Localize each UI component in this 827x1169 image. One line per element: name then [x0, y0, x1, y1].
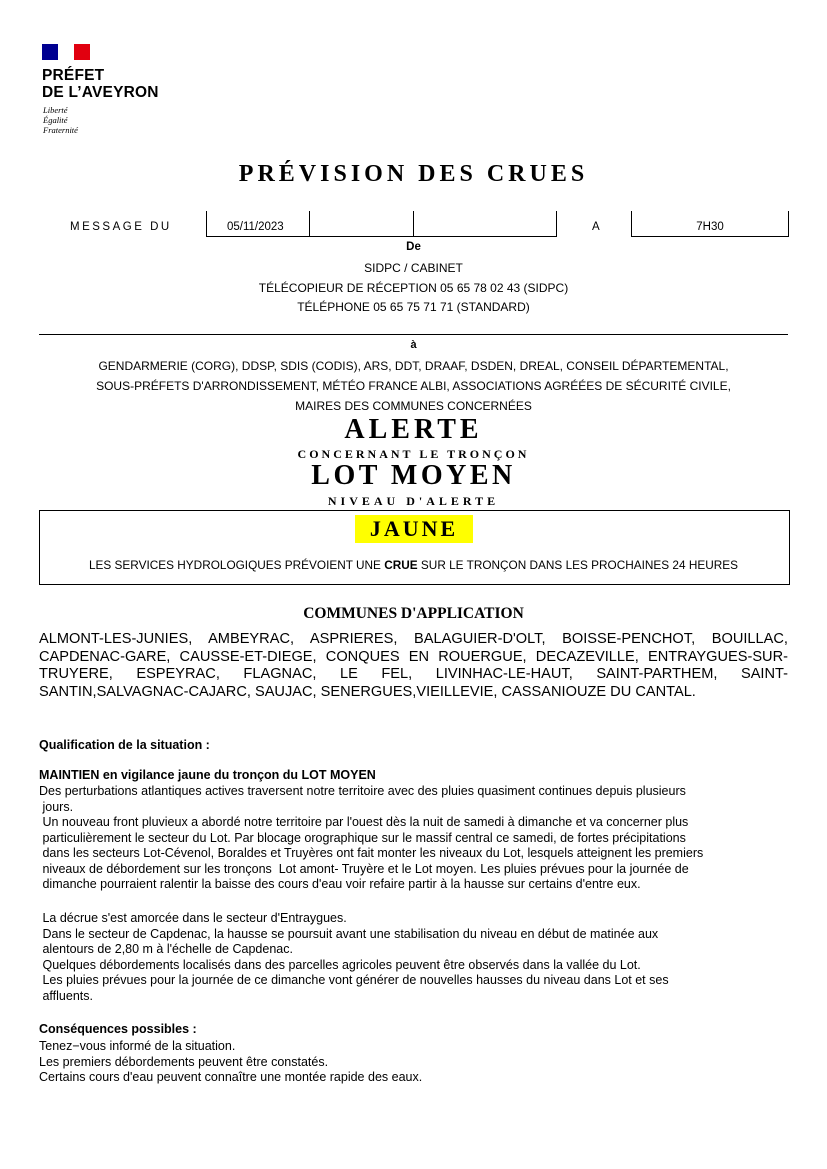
message-time: 7H30: [696, 221, 724, 233]
from-label: De: [406, 241, 421, 253]
to-line: GENDARMERIE (CORG), DDSP, SDIS (CODIS), ARS, DDT, DRAAF, DSDEN, DREAL, CONSEIL DÉPARTEMENTAL,: [98, 359, 729, 373]
text-line: Les pluies prévues pour la journée de ce dimanche vont générer de nouvelles hausses du niveau dans Lot et ses: [39, 973, 669, 987]
text-line: Un nouveau front pluvieux a abordé notre territoire par l'ouest dès la nuit de samedi à dimanche et va concerner plus: [39, 815, 689, 829]
qualification-title: Qualification de la situation :: [39, 738, 210, 752]
text-line: particulièrement le secteur du Lot. Par blocage orographique sur le massif central ce samedi, de fortes précipitations: [39, 830, 686, 845]
alert-troncon: LOT MOYEN: [311, 460, 516, 491]
page-title: PRÉVISION DES CRUES: [238, 161, 589, 187]
prefet-title: [42, 67, 159, 101]
flag-red-band: [74, 44, 90, 60]
text-line: niveaux de débordement sur les tronçons Lot amont- Truyère et le Lot moyen. Les pluies prévues pour la journée de: [39, 861, 689, 876]
message-label: MESSAGE DU: [70, 221, 172, 233]
to-label: à: [410, 339, 417, 351]
text-line: dimanche pourraient ralentir la baisse des cours d'eau voir refaire partir à la hausse sur certains d'entre eux.: [39, 877, 641, 891]
alert-statement-pre: LES SERVICES HYDROLOGIQUES PRÉVOIENT UNE: [88, 558, 385, 572]
divider: [413, 211, 414, 237]
message-a-label: A: [592, 221, 600, 233]
consequences-list: [39, 1039, 774, 1086]
alert-statement: [0, 558, 827, 572]
qualification-paragraph-1: [39, 784, 774, 893]
text-line: Tenez−vous informé de la situation.: [39, 1039, 236, 1053]
devise: [43, 105, 78, 135]
to-line: SOUS-PRÉFETS D'ARRONDISSEMENT, MÉTÉO FRANCE ALBI, ASSOCIATIONS AGRÉÉES DE SÉCURITÉ CIVILE,: [96, 379, 731, 393]
from-line: TÉLÉCOPIEUR DE RÉCEPTION 05 65 78 02 43 (SIDPC): [258, 281, 569, 295]
text-line: Des perturbations atlantiques actives traversent notre territoire avec des pluies quasiment continues depuis plusieurs: [39, 784, 686, 798]
to-line: MAIRES DES COMMUNES CONCERNÉES: [295, 399, 532, 413]
text-line: affluents.: [39, 988, 93, 1003]
devise-liberte: Liberté: [43, 105, 68, 115]
divider: [788, 211, 789, 237]
divider: [631, 211, 632, 237]
text-line: Les premiers débordements peuvent être constatés.: [39, 1054, 329, 1069]
flag-blue-band: [42, 44, 58, 60]
communes-list: ALMONT-LES-JUNIES, AMBEYRAC, ASPRIERES, BALAGUIER-D'OLT, BOISSE-PENCHOT, BOUILLAC, CAPDENAC-GARE, CAUSSE-ET-DIEGE, CONQUES EN ROUERGUE, DECAZEVILLE, ENTRAYGUES-SUR-TRUYERE, ESPEYRAC, FLAGNAC, LE FEL, LIVINHAC-LE-HAUT, SAINT-PARTHEM, SAINT-SANTIN,SALVAGNAC-CAJARC, SAUJAC, SENERGUES,VIEILLEVIE, CASSANIOUZE DU CANTAL.: [39, 631, 788, 700]
alert-level-badge: JAUNE: [355, 515, 473, 543]
qualification-subtitle: MAINTIEN en vigilance jaune du tronçon du LOT MOYEN: [39, 768, 376, 782]
text-line: La décrue s'est amorcée dans le secteur d'Entraygues.: [39, 911, 347, 925]
alert-statement-post: SUR LE TRONÇON DANS LES PROCHAINES 24 HEURES: [417, 558, 738, 572]
prefet-line2: DE L’AVEYRON: [42, 84, 159, 101]
devise-fraternite: Fraternité: [43, 125, 78, 135]
text-line: dans les secteurs Lot-Cévenol, Boraldes et Truyères ont fait monter les niveaux du Lot, lesquels atteignent les premiers: [39, 846, 704, 860]
text-line: jours.: [39, 799, 74, 814]
alert-title: ALERTE: [344, 414, 483, 445]
from-line: TÉLÉPHONE 05 65 75 71 71 (STANDARD): [297, 300, 530, 314]
prefet-line1: PRÉFET: [42, 67, 105, 84]
divider: [556, 211, 557, 237]
alert-concernant: CONCERNANT LE TRONÇON: [297, 447, 530, 461]
consequences-title: Conséquences possibles :: [39, 1022, 197, 1036]
from-line: SIDPC / CABINET: [364, 261, 463, 275]
separator-line: [39, 334, 788, 335]
republique-flag-logo: [42, 44, 90, 60]
text-line: Quelques débordements localisés dans des parcelles agricoles peuvent être observés dans la vallée du Lot.: [39, 957, 641, 972]
alert-niveau-label: NIVEAU D'ALERTE: [327, 494, 500, 508]
alert-statement-bold: CRUE: [384, 558, 418, 572]
text-line: Certains cours d'eau peuvent connaître une montée rapide des eaux.: [39, 1070, 423, 1084]
message-date: 05/11/2023: [227, 221, 284, 233]
text-line: alentours de 2,80 m à l'échelle de Capdenac.: [39, 942, 293, 956]
flag-white-band: [58, 44, 74, 60]
text-line: Dans le secteur de Capdenac, la hausse se poursuit avant une stabilisation du niveau en début de matinée aux: [39, 926, 659, 941]
divider: [309, 211, 310, 237]
qualification-paragraph-2: [39, 911, 774, 1004]
divider: [206, 211, 207, 237]
communes-title: COMMUNES D'APPLICATION: [303, 605, 524, 622]
devise-egalite: Égalité: [43, 115, 68, 125]
